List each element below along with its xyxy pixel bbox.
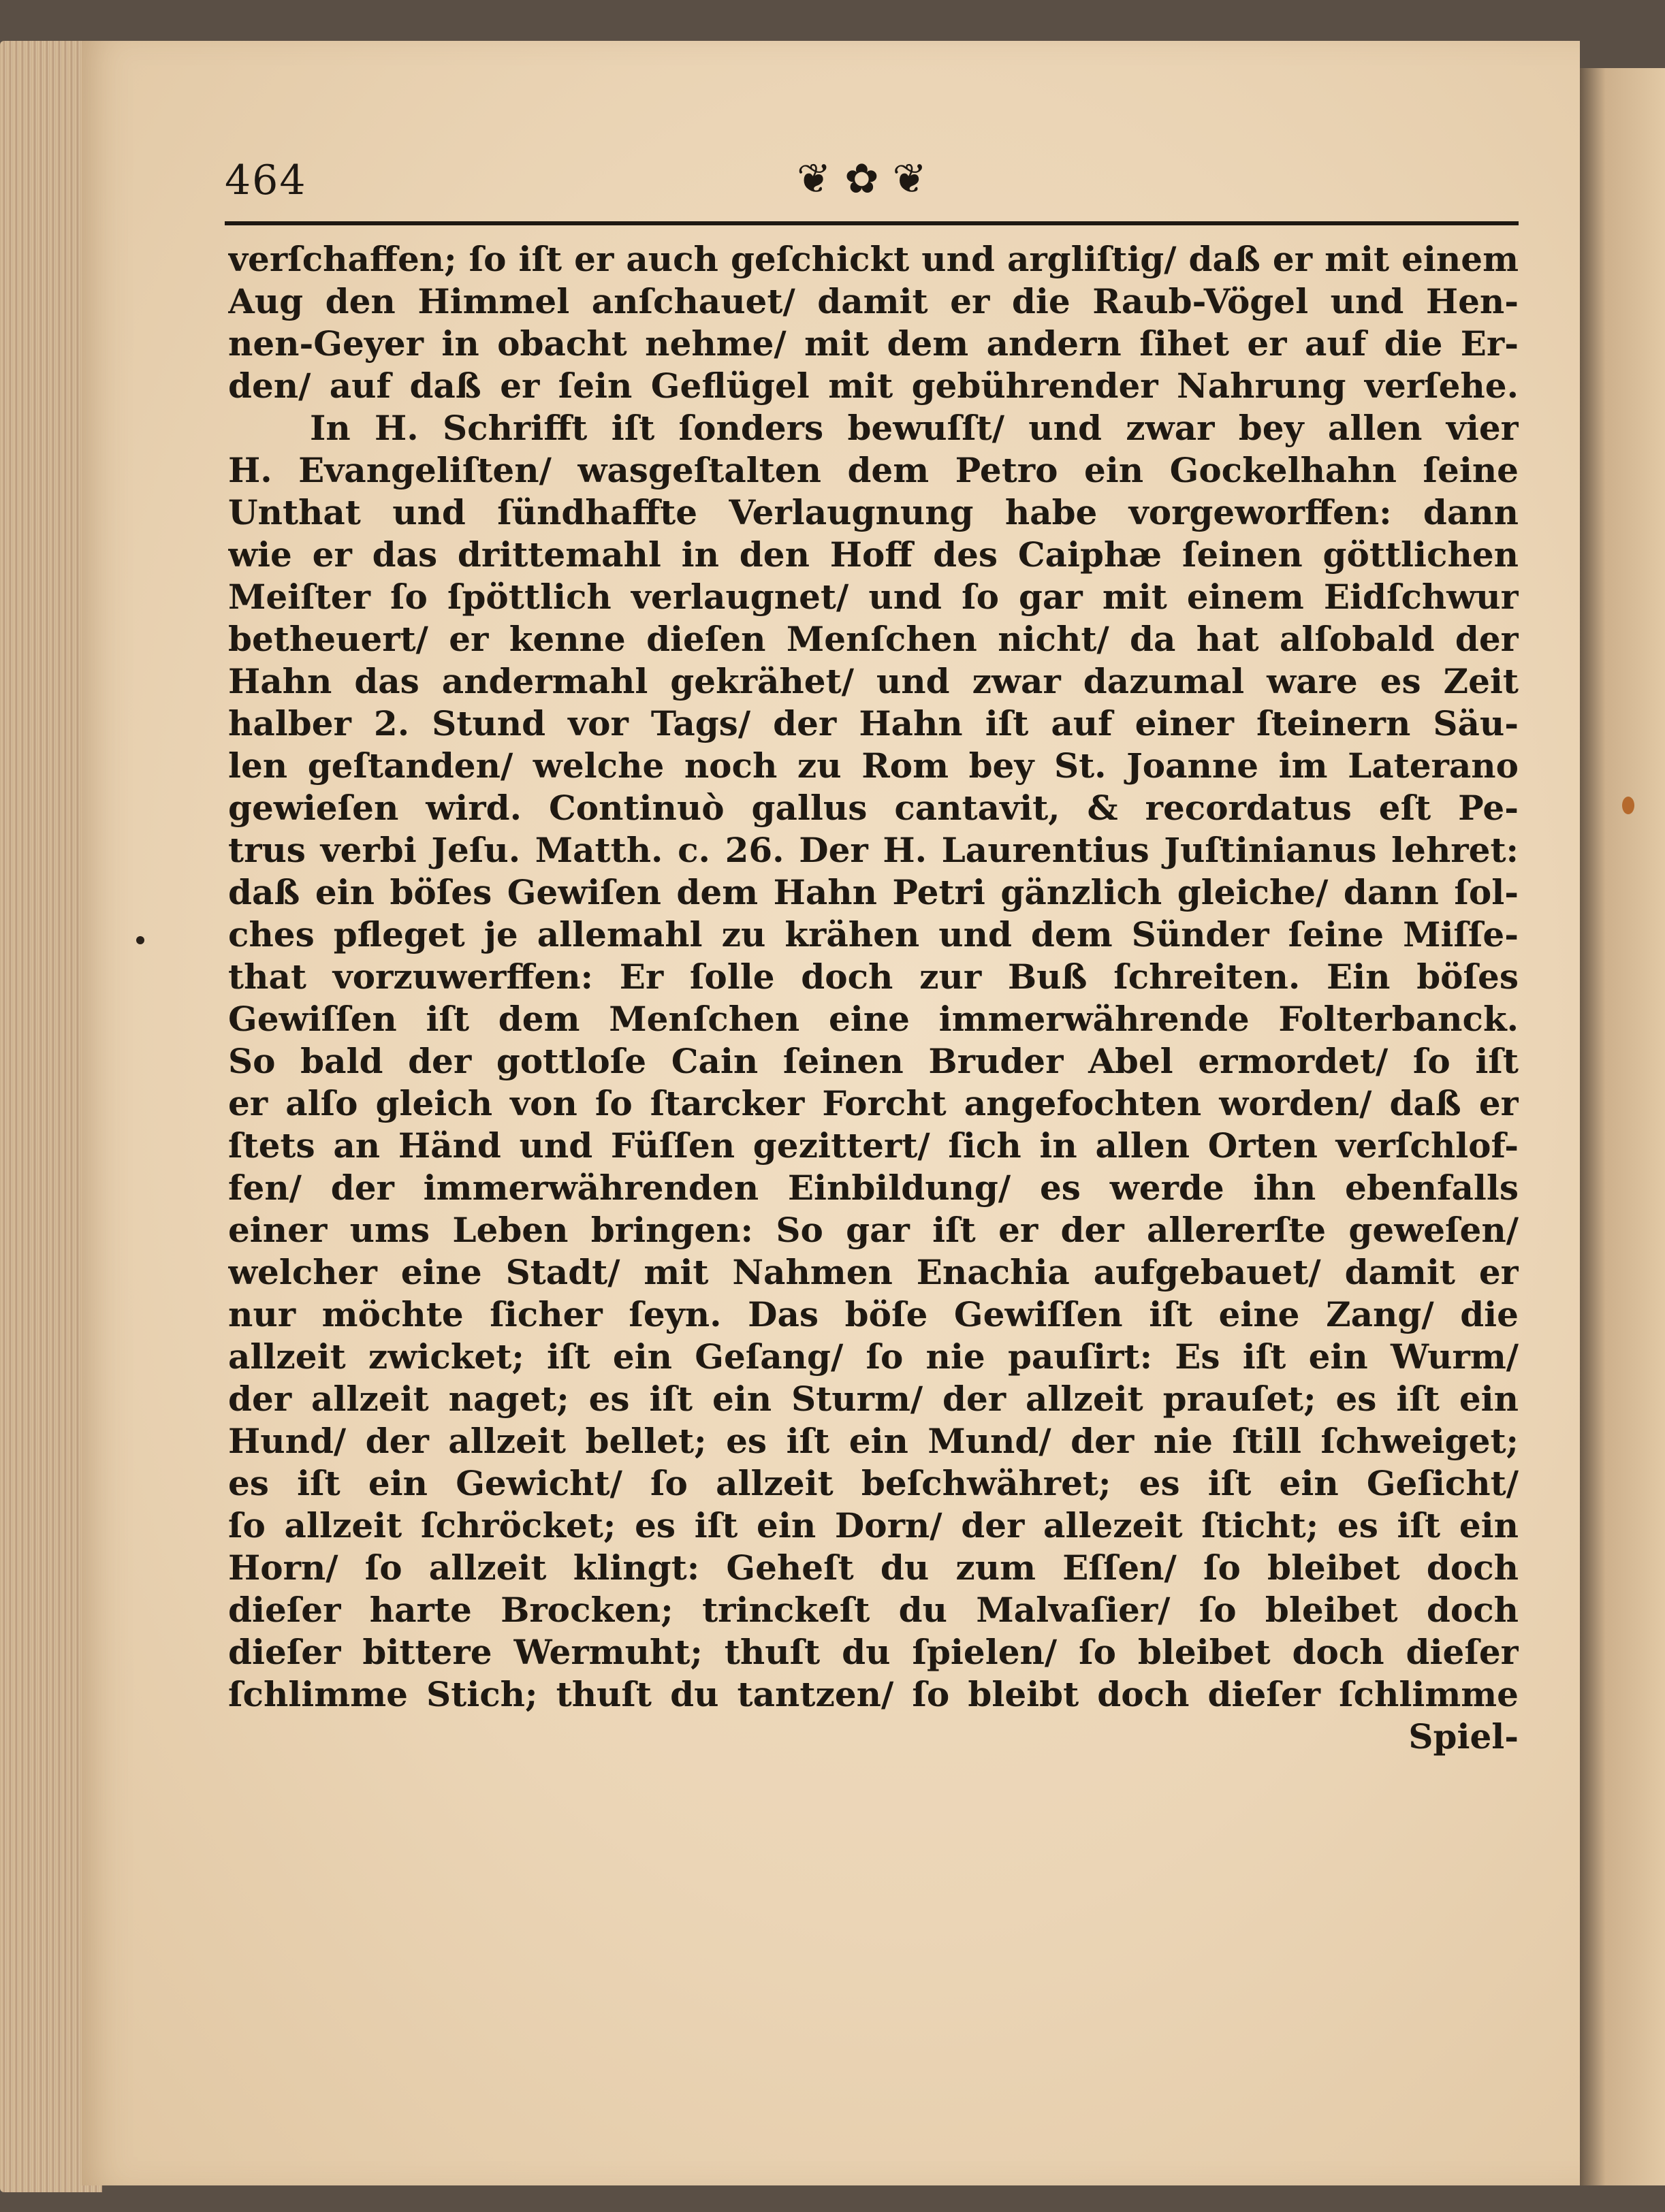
page-header [225,150,1519,231]
facing-page-edge [1580,68,1665,2185]
text-line: Hund/ der allzeit bellet; es iſt ein Mund/ der nie ſtill ſchweiget; [228,1421,1519,1461]
text-line: gewieſen wird. Continuò gallus cantavit, & recordatus eſt Pe- [228,788,1519,828]
text-line: es iſt ein Gewicht/ ſo allzeit beſchwähret; es iſt ein Geſicht/ [228,1463,1519,1503]
text-line: betheuert/ er kenne dieſen Menſchen nicht/ da hat alſobald der [228,619,1519,659]
text-line: ches pfleget je allemahl zu krähen und dem Sünder ſeine Miſſe- [228,914,1519,955]
text-line: dieſer harte Brocken; trinckeſt du Malvaſier/ ſo bleibet doch [228,1590,1519,1630]
text-line: that vorzuwerffen: Er ſolle doch zur Buß ſchreiten. Ein böſes [228,957,1519,997]
text-line: der allzeit naget; es iſt ein Sturm/ der allzeit prauſet; es iſt ein [228,1379,1519,1419]
text-line: len geſtanden/ welche noch zu Rom bey St. Joanne im Laterano [228,746,1519,786]
header-rule [225,221,1519,225]
text-line: welcher eine Stadt/ mit Nahmen Enachia aufgebauet/ damit er [228,1252,1519,1292]
text-line: ſo allzeit ſchröcket; es iſt ein Dorn/ der allezeit ſticht; es iſt ein [228,1505,1519,1545]
text-line: einer ums Leben bringen: So gar iſt er der allererſte geweſen/ [228,1210,1519,1250]
text-line: allzeit zwicket; iſt ein Geſang/ ſo nie pauſirt: Es iſt ein Wurm/ [228,1336,1519,1377]
body-text [228,238,1519,1758]
text-line: In H. Schrifft iſt ſonders bewuſſt/ und zwar bey allen vier [310,408,1519,448]
text-line: H. Evangeliſten/ wasgeſtalten dem Petro ein Gockelhahn ſeine [228,450,1519,490]
text-line: Horn/ ſo allzeit klingt: Geheſt du zum Eſſen/ ſo bleibet doch [228,1548,1519,1588]
text-line: daß ein böſes Gewiſen dem Hahn Petri gänzlich gleiche/ dann ſol- [228,872,1519,912]
ornament-icon: ❦✿❦ [797,155,940,203]
text-line: ſchlimme Stich; thuſt du tantzen/ ſo bleibt doch dieſer ſchlimme [228,1674,1519,1714]
text-line: Hahn das andermahl gekrähet/ und zwar dazumal ware es Zeit [228,661,1519,701]
text-line: den/ auf daß er ſein Geflügel mit gebührender Nahrung verſehe. [228,366,1519,406]
text-line: verſchaffen; ſo iſt er auch geſchickt und argliſtig/ daß er mit einem [228,239,1519,279]
text-line: fen/ der immerwährenden Einbildung/ es werde ihn ebenfalls [228,1168,1519,1208]
text-line: Meiſter ſo ſpöttlich verlaugnet/ und ſo gar mit einem Eidſchwur [228,577,1519,617]
text-line: wie er das drittemahl in den Hoff des Caiphæ ſeinen göttlichen [228,534,1519,575]
text-line: nen-Geyer in obacht nehme/ mit dem andern ſihet er auf die Er- [228,323,1519,364]
page-number: 464 [225,157,307,204]
text-line: nur möchte ſicher ſeyn. Das böſe Gewiſſen iſt eine Zang/ die [228,1294,1519,1334]
text-line: Aug den Himmel anſchauet/ damit er die Raub-Vögel und Hen- [228,281,1519,321]
text-line: So bald der gottloſe Cain ſeinen Bruder Abel ermordet/ ſo iſt [228,1041,1519,1081]
text-line: Gewiſſen iſt dem Menſchen eine immerwährende Folterbanck. [228,999,1519,1039]
catchword: Spiel- [1408,1716,1519,1757]
paper-speck [136,936,144,944]
text-line: dieſer bittere Wermuht; thuſt du ſpielen/ ſo bleibet doch dieſer [228,1632,1519,1672]
text-line: er alſo gleich von ſo ſtarcker Forcht angefochten worden/ daß er [228,1083,1519,1123]
text-line: halber 2. Stund vor Tags/ der Hahn iſt auf einer ſteinern Säu- [228,703,1519,743]
text-line: Unthat und ſündhaffte Verlaugnung habe vorgeworffen: dann [228,492,1519,532]
paper-stain [1622,797,1634,814]
text-line: ſtets an Händ und Füſſen gezittert/ ſich in allen Orten verſchlof- [228,1125,1519,1166]
text-line: trus verbi Jeſu. Matth. c. 26. Der H. Laurentius Juſtinianus lehret: [228,830,1519,870]
